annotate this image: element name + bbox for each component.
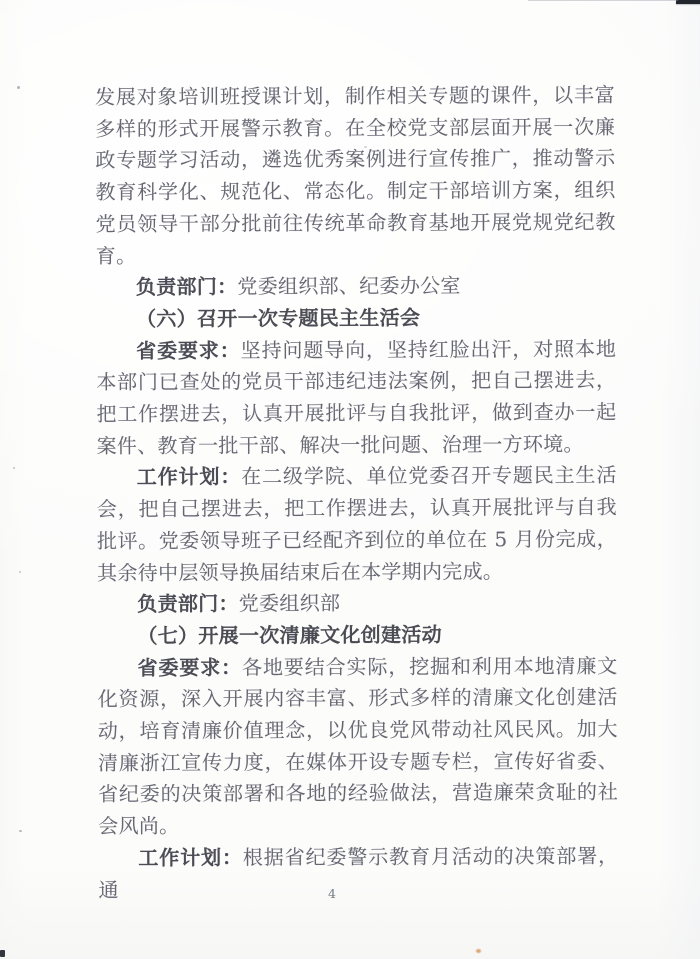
scan-artifact-speck xyxy=(19,571,21,573)
paragraph xyxy=(97,650,618,842)
scan-artifact-top-right-bar xyxy=(676,0,700,4)
scan-artifact-speck xyxy=(19,830,22,832)
paragraph-text: 党委组织部 xyxy=(238,591,341,616)
scan-artifact-orange-speck xyxy=(476,949,481,953)
document-body xyxy=(95,80,619,907)
paragraph xyxy=(97,460,618,589)
paragraph-text: 在二级学院、单位党委召开专题民主生活会，把自己摆进去，把工作摆进去，认真开展批评与自我批评。党委领导班子已经配齐到位的单位在 5 月份完成，其余待中层领导换届结束后在本学期内完成。 xyxy=(96,463,618,585)
section-heading: （七）开展一次清廉文化创建活动 xyxy=(137,622,442,648)
scan-artifact-bottom-left-mark xyxy=(0,950,5,957)
paragraph-label: 工作计划： xyxy=(138,845,243,870)
paragraph-label: 工作计划： xyxy=(136,464,242,490)
paragraph-text: 坚持问题导向，坚持红脸出汗，对照本地本部门已查处的党员干部违纪违法案例，把自己摆进去，把工作摆进去，认真开展批评与自我批评，做到查办一起案件、教育一批干部、解决一批问题、治理一方环境。 xyxy=(96,336,617,458)
section-heading: （六）召开一次专题民主生活会 xyxy=(135,305,421,331)
paragraph-label: 省委要求： xyxy=(136,337,241,363)
paragraph xyxy=(97,587,617,621)
paragraph-label: 负责部门： xyxy=(135,274,238,300)
paragraph xyxy=(96,270,616,304)
paragraph-text: 党委组织部、纪委办公室 xyxy=(237,273,461,299)
scan-artifact-speck xyxy=(17,86,20,89)
paragraph-label: 省委要求： xyxy=(137,655,243,680)
paragraph-label: 负责部门： xyxy=(137,591,239,617)
scan-artifact-speck xyxy=(13,467,15,469)
scan-artifact-top-edge-line xyxy=(528,0,678,1)
paragraph: 发展对象培训班授课计划，制作相关专题的课件，以丰富多样的形式开展警示教育。在全校党支部层面开展一次廉政专题学习活动，遴选优秀案例进行宣传推广，推动警示教育科学化、规范化、常态化。制定干部培训方案，组织党员领导干部分批前往传统革命教育基地开展党规党纪教育。 xyxy=(95,82,616,268)
paragraph-text: 根据省纪委警示教育月活动的决策部署，通 xyxy=(98,843,619,902)
paragraph-text: 各地要结合实际，挖掘和利用本地清廉文化资源，深入开展内容丰富、形式多样的清廉文化创建活动，培育清廉价值理念，以优良党风带动社风民风。加大清廉浙江宣传力度，在媒体开设专题专栏，宣传好省委、省纪委的决策部署和各地的经验做法，营造廉荣贪耻的社会风尚。 xyxy=(97,653,619,839)
paragraph xyxy=(96,333,617,462)
page-number: 4 xyxy=(328,886,336,901)
paragraph xyxy=(98,841,618,907)
